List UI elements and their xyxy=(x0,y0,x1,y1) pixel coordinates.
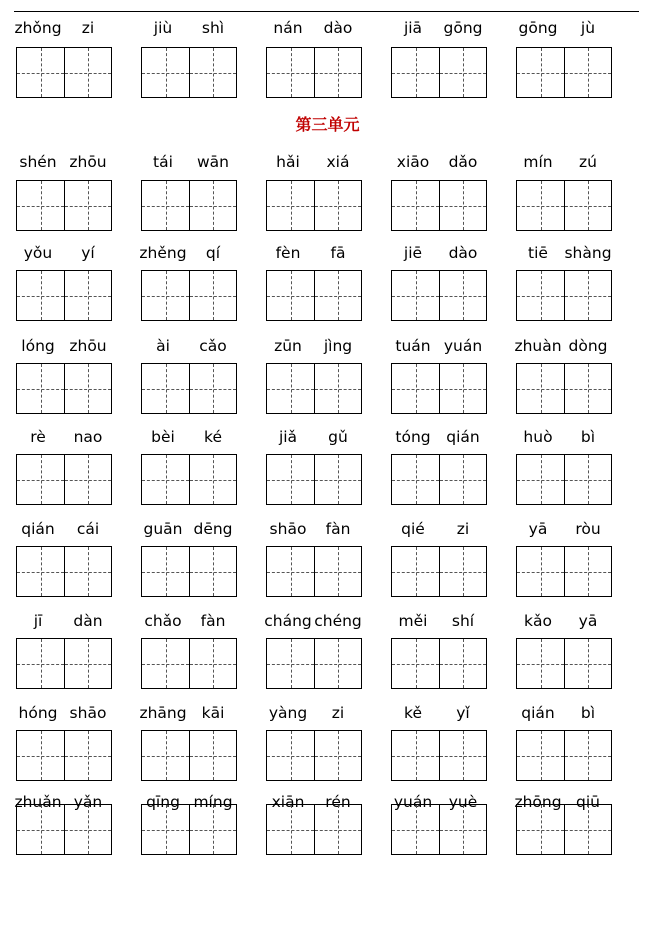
writing-boxes xyxy=(266,730,362,781)
writing-boxes xyxy=(516,730,612,781)
tianzige-box[interactable] xyxy=(517,547,564,596)
pinyin-label xyxy=(139,703,239,723)
pinyin-syllable: fā xyxy=(330,244,346,262)
pinyin-syllable: jiǎ xyxy=(278,428,298,446)
pinyin-label xyxy=(389,519,489,539)
writing-boxes xyxy=(266,454,362,505)
tianzige-box[interactable] xyxy=(439,805,486,854)
tianzige-box[interactable] xyxy=(392,271,439,320)
pinyin-syllable: gǔ xyxy=(328,428,348,446)
writing-boxes xyxy=(516,47,612,98)
writing-boxes xyxy=(266,47,362,98)
writing-boxes xyxy=(516,546,612,597)
tianzige-box[interactable] xyxy=(64,455,111,504)
pinyin-syllable: bèi xyxy=(151,428,175,446)
pinyin-syllable: yǎn xyxy=(73,793,103,811)
top-rule xyxy=(14,11,639,12)
pinyin-label xyxy=(514,519,614,539)
tianzige-box[interactable] xyxy=(142,271,189,320)
pinyin-syllable: fàn xyxy=(200,612,226,630)
pinyin-syllable: yā xyxy=(528,520,548,538)
tianzige-box[interactable] xyxy=(439,639,486,688)
tianzige-box[interactable] xyxy=(64,805,111,854)
tianzige-box[interactable] xyxy=(189,181,236,230)
pinyin-syllable: dào xyxy=(323,19,353,37)
pinyin-syllable: nán xyxy=(273,19,303,37)
tianzige-box[interactable] xyxy=(439,731,486,780)
pinyin-syllable: guān xyxy=(143,520,183,538)
pinyin-syllable: yí xyxy=(81,244,95,262)
pinyin-syllable: zhǒng xyxy=(14,19,62,37)
pinyin-syllable: rè xyxy=(30,428,46,446)
pinyin-syllable: qián xyxy=(21,520,55,538)
tianzige-box[interactable] xyxy=(392,181,439,230)
tianzige-box[interactable] xyxy=(517,455,564,504)
writing-boxes xyxy=(391,454,487,505)
tianzige-box[interactable] xyxy=(392,364,439,413)
tianzige-box[interactable] xyxy=(314,805,361,854)
pinyin-syllable: jù xyxy=(580,19,596,37)
pinyin-label xyxy=(14,611,114,631)
tianzige-box[interactable] xyxy=(267,639,314,688)
pinyin-label xyxy=(14,18,114,38)
pinyin-syllable: měi xyxy=(398,612,428,630)
tianzige-box[interactable] xyxy=(189,805,236,854)
pinyin-label xyxy=(264,152,364,172)
tianzige-box[interactable] xyxy=(392,547,439,596)
writing-boxes xyxy=(516,638,612,689)
pinyin-label xyxy=(264,336,364,356)
tianzige-box[interactable] xyxy=(517,271,564,320)
tianzige-box[interactable] xyxy=(267,48,314,97)
pinyin-label xyxy=(389,703,489,723)
pinyin-label xyxy=(139,18,239,38)
pinyin-label xyxy=(139,243,239,263)
pinyin-syllable: gōng xyxy=(518,19,558,37)
writing-boxes xyxy=(141,730,237,781)
writing-boxes xyxy=(141,546,237,597)
tianzige-box[interactable] xyxy=(517,639,564,688)
pinyin-syllable: zhěng xyxy=(139,244,187,262)
pinyin-syllable: zhōng xyxy=(514,793,562,811)
pinyin-label xyxy=(389,243,489,263)
tianzige-box[interactable] xyxy=(564,805,611,854)
pinyin-label xyxy=(14,703,114,723)
tianzige-box[interactable] xyxy=(564,48,611,97)
writing-boxes xyxy=(391,638,487,689)
pinyin-syllable: zhuàn xyxy=(514,337,562,355)
tianzige-box[interactable] xyxy=(64,48,111,97)
pinyin-syllable: yuè xyxy=(448,793,478,811)
pinyin-syllable: shén xyxy=(19,153,57,171)
tianzige-box[interactable] xyxy=(517,731,564,780)
pinyin-label xyxy=(14,336,114,356)
tianzige-box[interactable] xyxy=(564,547,611,596)
tianzige-box[interactable] xyxy=(267,731,314,780)
pinyin-label xyxy=(514,336,614,356)
tianzige-box[interactable] xyxy=(267,364,314,413)
tianzige-box[interactable] xyxy=(142,731,189,780)
pinyin-label xyxy=(14,243,114,263)
pinyin-syllable: cái xyxy=(76,520,100,538)
pinyin-label xyxy=(264,611,364,631)
writing-boxes xyxy=(16,454,112,505)
pinyin-label xyxy=(389,427,489,447)
tianzige-box[interactable] xyxy=(142,364,189,413)
tianzige-box[interactable] xyxy=(314,364,361,413)
writing-boxes xyxy=(391,546,487,597)
tianzige-box[interactable] xyxy=(517,364,564,413)
pinyin-syllable: gōng xyxy=(443,19,483,37)
pinyin-label xyxy=(389,611,489,631)
writing-boxes xyxy=(391,730,487,781)
tianzige-box[interactable] xyxy=(439,364,486,413)
pinyin-label xyxy=(264,18,364,38)
pinyin-syllable: qián xyxy=(521,704,555,722)
writing-boxes xyxy=(516,180,612,231)
pinyin-syllable: kǎo xyxy=(524,612,552,630)
writing-boxes xyxy=(141,454,237,505)
pinyin-syllable: yuán xyxy=(443,337,483,355)
pinyin-label xyxy=(389,18,489,38)
pinyin-syllable: jiā xyxy=(403,19,423,37)
tianzige-box[interactable] xyxy=(17,731,64,780)
tianzige-box[interactable] xyxy=(564,639,611,688)
pinyin-syllable: zhuǎn xyxy=(14,793,62,811)
pinyin-syllable: zi xyxy=(331,704,345,722)
tianzige-box[interactable] xyxy=(439,547,486,596)
pinyin-syllable: yā xyxy=(578,612,598,630)
pinyin-syllable: shí xyxy=(451,612,475,630)
pinyin-syllable: xiān xyxy=(271,793,305,811)
tianzige-box[interactable] xyxy=(314,271,361,320)
pinyin-syllable: jiē xyxy=(403,244,423,262)
tianzige-box[interactable] xyxy=(64,639,111,688)
pinyin-syllable: jiù xyxy=(153,19,173,37)
tianzige-box[interactable] xyxy=(517,181,564,230)
pinyin-syllable: ké xyxy=(204,428,222,446)
tianzige-box[interactable] xyxy=(517,805,564,854)
pinyin-syllable: dǎo xyxy=(448,153,478,171)
tianzige-box[interactable] xyxy=(314,731,361,780)
tianzige-box[interactable] xyxy=(142,181,189,230)
pinyin-syllable: shì xyxy=(201,19,225,37)
tianzige-box[interactable] xyxy=(17,455,64,504)
pinyin-label xyxy=(514,703,614,723)
writing-boxes xyxy=(16,363,112,414)
pinyin-syllable: ài xyxy=(156,337,170,355)
pinyin-syllable: hóng xyxy=(18,704,58,722)
pinyin-syllable: hǎi xyxy=(276,153,300,171)
pinyin-syllable: nao xyxy=(73,428,103,446)
writing-boxes xyxy=(141,804,237,855)
tianzige-box[interactable] xyxy=(517,48,564,97)
tianzige-box[interactable] xyxy=(392,639,439,688)
pinyin-syllable: chéng xyxy=(314,612,362,630)
pinyin-syllable: bì xyxy=(580,704,596,722)
tianzige-box[interactable] xyxy=(439,181,486,230)
pinyin-syllable: cháng xyxy=(264,612,312,630)
writing-boxes xyxy=(266,638,362,689)
tianzige-box[interactable] xyxy=(392,48,439,97)
tianzige-box[interactable] xyxy=(564,181,611,230)
tianzige-box[interactable] xyxy=(189,271,236,320)
tianzige-box[interactable] xyxy=(267,455,314,504)
pinyin-label xyxy=(139,427,239,447)
tianzige-box[interactable] xyxy=(142,805,189,854)
section-title: 第三单元 xyxy=(295,115,360,134)
pinyin-label xyxy=(139,152,239,172)
tianzige-box[interactable] xyxy=(64,364,111,413)
writing-boxes xyxy=(266,270,362,321)
pinyin-syllable: dòng xyxy=(568,337,608,355)
writing-boxes xyxy=(141,270,237,321)
tianzige-box[interactable] xyxy=(267,271,314,320)
pinyin-label xyxy=(514,18,614,38)
tianzige-box[interactable] xyxy=(314,181,361,230)
pinyin-syllable: fàn xyxy=(325,520,351,538)
pinyin-syllable: mín xyxy=(523,153,553,171)
pinyin-syllable: lóng xyxy=(21,337,55,355)
pinyin-syllable: chǎo xyxy=(144,612,182,630)
tianzige-box[interactable] xyxy=(189,731,236,780)
writing-boxes xyxy=(266,180,362,231)
pinyin-syllable: qīng xyxy=(146,793,180,811)
pinyin-syllable: yàng xyxy=(268,704,308,722)
pinyin-syllable: dēng xyxy=(193,520,233,538)
writing-boxes xyxy=(516,454,612,505)
tianzige-box[interactable] xyxy=(17,547,64,596)
pinyin-syllable: dàn xyxy=(73,612,103,630)
pinyin-label xyxy=(514,427,614,447)
pinyin-label xyxy=(264,519,364,539)
pinyin-syllable: yǒu xyxy=(23,244,53,262)
pinyin-syllable: zi xyxy=(81,19,95,37)
tianzige-box[interactable] xyxy=(564,731,611,780)
pinyin-syllable: shàng xyxy=(564,244,612,262)
pinyin-syllable: yǐ xyxy=(456,704,470,722)
pinyin-label xyxy=(139,336,239,356)
tianzige-box[interactable] xyxy=(314,455,361,504)
pinyin-label xyxy=(264,243,364,263)
tianzige-box[interactable] xyxy=(189,364,236,413)
tianzige-box[interactable] xyxy=(142,48,189,97)
writing-boxes xyxy=(141,180,237,231)
tianzige-box[interactable] xyxy=(142,455,189,504)
pinyin-label xyxy=(139,519,239,539)
tianzige-box[interactable] xyxy=(189,455,236,504)
tianzige-box[interactable] xyxy=(64,271,111,320)
pinyin-syllable: qié xyxy=(401,520,425,538)
writing-boxes xyxy=(16,270,112,321)
tianzige-box[interactable] xyxy=(439,48,486,97)
tianzige-box[interactable] xyxy=(17,181,64,230)
writing-boxes xyxy=(16,180,112,231)
pinyin-syllable: xiāo xyxy=(396,153,430,171)
writing-boxes xyxy=(391,270,487,321)
writing-boxes xyxy=(266,546,362,597)
tianzige-box[interactable] xyxy=(189,639,236,688)
tianzige-box[interactable] xyxy=(17,364,64,413)
pinyin-label xyxy=(14,427,114,447)
tianzige-box[interactable] xyxy=(64,731,111,780)
tianzige-box[interactable] xyxy=(439,455,486,504)
writing-boxes xyxy=(16,47,112,98)
pinyin-label xyxy=(139,611,239,631)
pinyin-syllable: fèn xyxy=(275,244,301,262)
pinyin-syllable: qiū xyxy=(576,793,600,811)
pinyin-syllable: rén xyxy=(325,793,351,811)
writing-boxes xyxy=(141,47,237,98)
pinyin-syllable: shāo xyxy=(69,704,107,722)
tianzige-box[interactable] xyxy=(564,364,611,413)
pinyin-syllable: zhāng xyxy=(139,704,187,722)
pinyin-syllable: zú xyxy=(579,153,597,171)
tianzige-box[interactable] xyxy=(314,639,361,688)
pinyin-syllable: shāo xyxy=(269,520,307,538)
pinyin-syllable: míng xyxy=(193,793,233,811)
pinyin-syllable: zhōu xyxy=(69,153,107,171)
writing-boxes xyxy=(391,47,487,98)
writing-boxes xyxy=(391,180,487,231)
pinyin-label xyxy=(389,152,489,172)
pinyin-syllable: jìng xyxy=(323,337,353,355)
writing-boxes xyxy=(141,363,237,414)
tianzige-box[interactable] xyxy=(189,48,236,97)
pinyin-syllable: ròu xyxy=(575,520,601,538)
tianzige-box[interactable] xyxy=(189,547,236,596)
writing-boxes xyxy=(266,363,362,414)
pinyin-syllable: xiá xyxy=(326,153,350,171)
tianzige-box[interactable] xyxy=(564,271,611,320)
tianzige-box[interactable] xyxy=(392,805,439,854)
tianzige-box[interactable] xyxy=(392,731,439,780)
pinyin-label xyxy=(389,336,489,356)
pinyin-label xyxy=(14,519,114,539)
tianzige-box[interactable] xyxy=(267,547,314,596)
pinyin-label xyxy=(514,152,614,172)
pinyin-syllable: zhōu xyxy=(69,337,107,355)
tianzige-box[interactable] xyxy=(142,639,189,688)
writing-boxes xyxy=(141,638,237,689)
pinyin-syllable: bì xyxy=(580,428,596,446)
pinyin-syllable: tiē xyxy=(528,244,548,262)
tianzige-box[interactable] xyxy=(267,805,314,854)
tianzige-box[interactable] xyxy=(142,547,189,596)
tianzige-box[interactable] xyxy=(314,547,361,596)
writing-boxes xyxy=(391,363,487,414)
pinyin-syllable: dào xyxy=(448,244,478,262)
writing-boxes xyxy=(16,804,112,855)
tianzige-box[interactable] xyxy=(439,271,486,320)
pinyin-syllable: qián xyxy=(446,428,480,446)
writing-boxes xyxy=(266,804,362,855)
tianzige-box[interactable] xyxy=(267,181,314,230)
pinyin-label xyxy=(14,152,114,172)
pinyin-syllable: jī xyxy=(33,612,43,630)
tianzige-box[interactable] xyxy=(392,455,439,504)
writing-boxes xyxy=(16,730,112,781)
pinyin-label xyxy=(264,427,364,447)
pinyin-syllable: kě xyxy=(404,704,422,722)
writing-boxes xyxy=(391,804,487,855)
pinyin-label xyxy=(514,243,614,263)
pinyin-syllable: yuán xyxy=(393,793,433,811)
writing-boxes xyxy=(16,638,112,689)
tianzige-box[interactable] xyxy=(64,547,111,596)
tianzige-box[interactable] xyxy=(564,455,611,504)
pinyin-syllable: qí xyxy=(205,244,221,262)
pinyin-syllable: wān xyxy=(197,153,229,171)
pinyin-syllable: tái xyxy=(153,153,173,171)
pinyin-syllable: zi xyxy=(456,520,470,538)
pinyin-syllable: zūn xyxy=(274,337,302,355)
pinyin-syllable: tóng xyxy=(395,428,431,446)
pinyin-syllable: kāi xyxy=(201,704,225,722)
writing-boxes xyxy=(516,270,612,321)
pinyin-label xyxy=(264,703,364,723)
pinyin-label xyxy=(514,611,614,631)
tianzige-box[interactable] xyxy=(17,805,64,854)
tianzige-box[interactable] xyxy=(17,48,64,97)
tianzige-box[interactable] xyxy=(64,181,111,230)
tianzige-box[interactable] xyxy=(314,48,361,97)
writing-boxes xyxy=(516,804,612,855)
tianzige-box[interactable] xyxy=(17,271,64,320)
pinyin-syllable: huò xyxy=(523,428,553,446)
writing-boxes xyxy=(16,546,112,597)
pinyin-syllable: cǎo xyxy=(199,337,227,355)
tianzige-box[interactable] xyxy=(17,639,64,688)
pinyin-syllable: tuán xyxy=(395,337,431,355)
writing-boxes xyxy=(516,363,612,414)
